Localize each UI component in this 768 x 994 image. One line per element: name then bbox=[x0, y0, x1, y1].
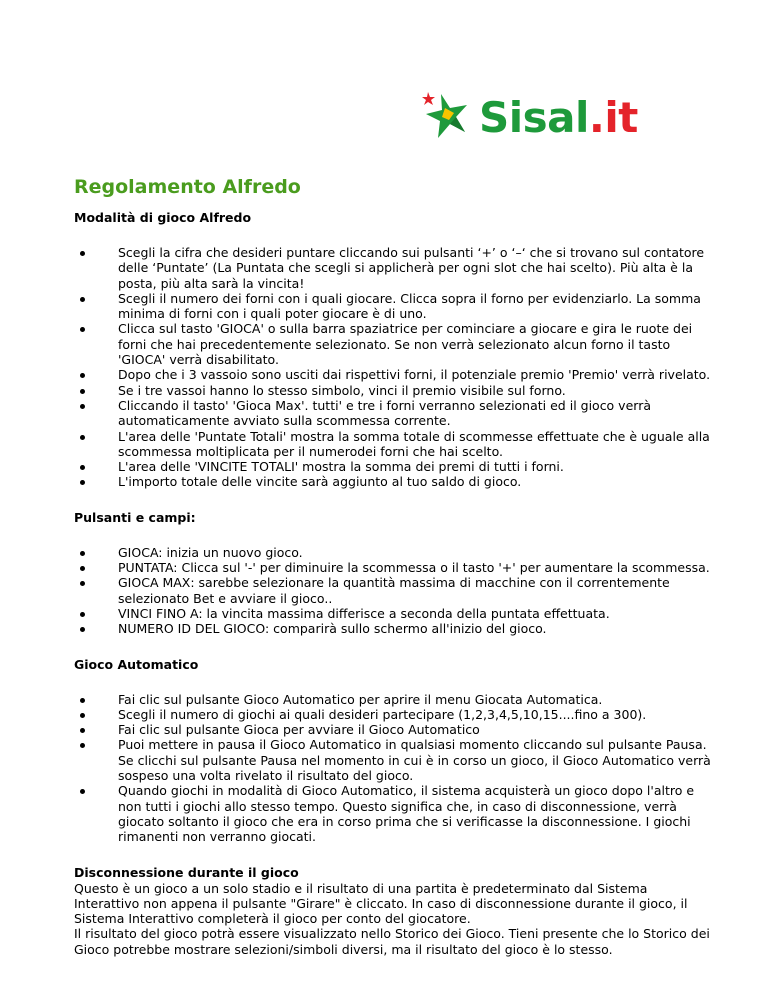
disconnection-paragraph: Questo è un gioco a un solo stadio e il risultato di una partita è predeterminato dal Sistema Interattivo non appena il pulsante "Girare" è cliccato. In caso di disconnessione durante il gioco, il Sistema Interattivo completerà il gioco per conto del giocatore. Il risultato del gioco potrà essere visualizzato nello Storico dei Gioco. Tieni presente che lo Storico dei Gioco potrebbe mostrare selezioni/simboli diversi, ma il risultato del gioco è lo stesso. bbox=[74, 880, 710, 957]
list-item: VINCI FINO A: la vincita massima differisce a seconda della puntata effettuata. bbox=[74, 606, 714, 621]
section-heading: Disconnessione durante il gioco bbox=[74, 864, 299, 880]
list-item: Clicca sul tasto 'GIOCA' o sulla barra spaziatrice per cominciare a giocare e gira le ruote dei forni che hai precedentemente selezionato. Se non verrà selezionato alcun forno il tasto 'GIOCA' verrà disabilitato. bbox=[74, 321, 714, 367]
list-item: GIOCA MAX: sarebbe selezionare la quantità massima di macchine con il correntemente selezionato Bet e avviare il gioco.. bbox=[74, 575, 714, 606]
sisal-star-icon bbox=[421, 88, 477, 146]
rules-list bbox=[74, 245, 714, 490]
list-item: PUNTATA: Clicca sul '-' per diminuire la scommessa o il tasto '+' per aumentare la scommessa. bbox=[74, 560, 714, 575]
section-heading: Modalità di gioco Alfredo bbox=[74, 210, 252, 225]
list-item: Se i tre vassoi hanno lo stesso simbolo, vinci il premio visibile sul forno. bbox=[74, 383, 714, 398]
list-item: NUMERO ID DEL GIOCO: comparirà sullo schermo all'inizio del gioco. bbox=[74, 621, 714, 636]
sisal-logo bbox=[421, 86, 669, 148]
list-item: Scegli la cifra che desideri puntare cliccando sui pulsanti ‘+’ o ‘–‘ che si trovano sul contatore delle ‘Puntate’ (La Puntata che scegli si applicherà per ogni slot che hai scelto). Più alta è la posta, più alta sarà la vincita! bbox=[74, 245, 714, 291]
buttons-list bbox=[74, 545, 714, 637]
section-heading: Pulsanti e campi: bbox=[74, 509, 196, 525]
logo-tld-text: .it bbox=[588, 93, 638, 142]
list-item: Scegli il numero dei forni con i quali giocare. Clicca sopra il forno per evidenziarlo. La somma minima di forni con i quali poter giocare è di uno. bbox=[74, 291, 714, 322]
list-item: L'importo totale delle vincite sarà aggiunto al tuo saldo di gioco. bbox=[74, 474, 714, 489]
list-item: Scegli il numero di giochi ai quali desideri partecipare (1,2,3,4,5,10,15....fino a 300). bbox=[74, 707, 714, 722]
list-item: GIOCA: inizia un nuovo gioco. bbox=[74, 545, 714, 560]
list-item: Quando giochi in modalità di Gioco Automatico, il sistema acquisterà un gioco dopo l'altro e non tutti i giochi allo stesso tempo. Questo significa che, in caso di disconnessione, verrà giocato soltanto il gioco che era in corso prima che si verificasse la disconnessione. I giochi rimanenti non verranno giocati. bbox=[74, 783, 714, 844]
list-item: L'area delle 'VINCITE TOTALI' mostra la somma dei premi di tutti i forni. bbox=[74, 459, 714, 474]
list-item: L'area delle 'Puntate Totali' mostra la somma totale di scommesse effettuate che è uguale alla scommessa moltiplicata per il numerodei forni che hai scelto. bbox=[74, 429, 714, 460]
logo-brand-text: Sisal bbox=[479, 93, 589, 142]
page-title: Regolamento Alfredo bbox=[74, 176, 301, 198]
autoplay-list bbox=[74, 692, 714, 845]
section-heading: Gioco Automatico bbox=[74, 656, 199, 672]
list-item: Dopo che i 3 vassoio sono usciti dai rispettivi forni, il potenziale premio 'Premio' verrà rivelato. bbox=[74, 367, 714, 382]
logo-wordmark bbox=[479, 93, 638, 142]
list-item: Cliccando il tasto' 'Gioca Max'. tutti' e tre i forni verranno selezionati ed il gioco verrà automaticamente avviato sulla scommessa corrente. bbox=[74, 398, 714, 429]
rules-content bbox=[74, 172, 714, 957]
list-item: Fai clic sul pulsante Gioco Automatico per aprire il menu Giocata Automatica. bbox=[74, 692, 714, 707]
list-item: Fai clic sul pulsante Gioca per avviare il Gioco Automatico bbox=[74, 722, 714, 737]
list-item: Puoi mettere in pausa il Gioco Automatico in qualsiasi momento cliccando sul pulsante Pausa. Se clicchi sul pulsante Pausa nel momento in cui è in corso un gioco, il Gioco Automatico verrà sospeso una volta rivelato il risultato del gioco. bbox=[74, 737, 714, 783]
